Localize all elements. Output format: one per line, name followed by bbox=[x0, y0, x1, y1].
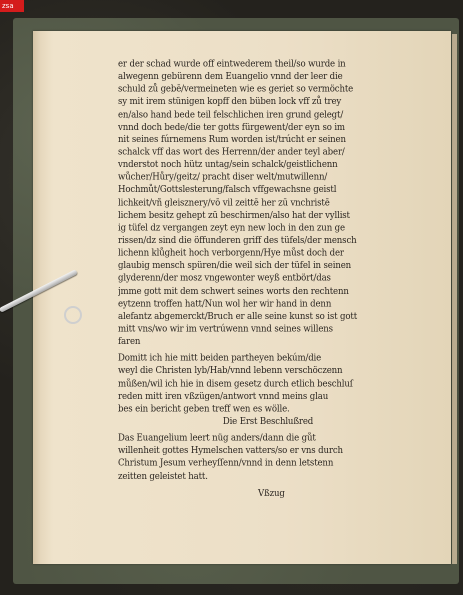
text-line: en/also hand bede teil felschlichen iren grund gelegt/ bbox=[118, 109, 344, 120]
text-line: můßen/wil ich hie in disem gesetz durch etlich beschluſ bbox=[118, 378, 353, 390]
text-line: jmme gott mit dem schwert seines worts den rechtenn bbox=[118, 286, 349, 297]
text-line: Domitt ich hie mitt beiden partheyen bekúm/die bbox=[118, 353, 322, 365]
section-heading: Die Erst Beschlußred bbox=[222, 416, 314, 428]
text-line: faren bbox=[118, 336, 141, 348]
text-line: schuld zů gebē/vermeineten wie es geriet so vermöchte bbox=[118, 84, 354, 95]
text-line: nit seines fúrnemens Rum worden ist/trúcht er seinen bbox=[118, 134, 346, 146]
text-line: Das Euangelium leert nüg anders/dann die gůt bbox=[118, 433, 316, 444]
text-line: weyl die Christen lyb/Hab/vnnd lebenn verschöczenn bbox=[118, 366, 343, 377]
text-line: vnnd doch bede/die ter gotts fürgewent/der eyn so im bbox=[118, 122, 345, 133]
text-line: eytzenn troffen hatt/Nun wol her wir hand in denn bbox=[118, 298, 332, 310]
text-line: Christum Jesum verheyſſenn/vnnd in denn letstenn bbox=[118, 458, 334, 470]
text-line: er der schad wurde off eintwederem theil/so wurde in bbox=[118, 59, 346, 70]
text-line: mitt vns/wo wir im vertrúwenn vnnd seines willens bbox=[118, 324, 333, 335]
text-line: ig tüfel dz vergangen zeyt eyn new loch in den zun ge bbox=[118, 223, 345, 234]
text-line: zeitten geleistet hatt. bbox=[118, 471, 208, 482]
text-line: glaubig mensch spüren/die weil sich der tüfel in seinen bbox=[118, 261, 352, 272]
text-line: rissen/dz sind die öffunderen griff des tüfels/der mensch bbox=[118, 235, 357, 247]
text-line: willenheit gottes Hymelschen vatters/so er vns durch bbox=[118, 446, 343, 457]
text-line: sy mit irem stünigen kopff den büben lock vff zů trey bbox=[118, 96, 342, 108]
text-line: alefantz abgemerckt/Bruch er alle seine kunst so ist gott bbox=[118, 311, 357, 322]
text-line: glyderenn/der mosz vngewonter weyß entbört/das bbox=[118, 273, 331, 285]
paragraph-3 bbox=[118, 432, 418, 483]
text-line: schalck vff das wort des Herrenn/der ander teyl aber/ bbox=[118, 147, 345, 158]
text-line: lichkeit/vñ gleisznery/vō vil zeittē her zū vnchristē bbox=[118, 197, 330, 209]
paragraph-1 bbox=[118, 58, 418, 348]
catchword: Vßzug bbox=[258, 488, 285, 499]
text-line: lichenn klůgheit hoch verborgenn/Hye můst doch der bbox=[118, 248, 344, 259]
text-line: alwegenn gebürenn dem Euangelio vnnd der leer die bbox=[118, 71, 343, 83]
text-line: bes ein bericht geben treff wen es wölle. bbox=[118, 404, 290, 415]
pointer-tip-icon bbox=[64, 306, 82, 324]
page-text bbox=[118, 58, 418, 500]
corner-label: zsa bbox=[0, 0, 24, 12]
paragraph-2 bbox=[118, 353, 418, 416]
text-line: reden mitt iren vßzügen/antwort vnnd meins glau bbox=[118, 391, 329, 402]
page-edge bbox=[452, 34, 457, 564]
text-line: Hochmůt/Gottslesterung/falsch vffgewachsne geistl bbox=[118, 185, 337, 196]
text-line: vnderstot noch hütz untag/sein schalck/geistlichenn bbox=[118, 160, 338, 171]
text-line: lichem besitz gehept zū beschirmen/also hat der vyllist bbox=[118, 210, 350, 221]
text-line: wůcher/Hůry/geitz/ pracht diser welt/mutwillenn/ bbox=[118, 172, 328, 184]
